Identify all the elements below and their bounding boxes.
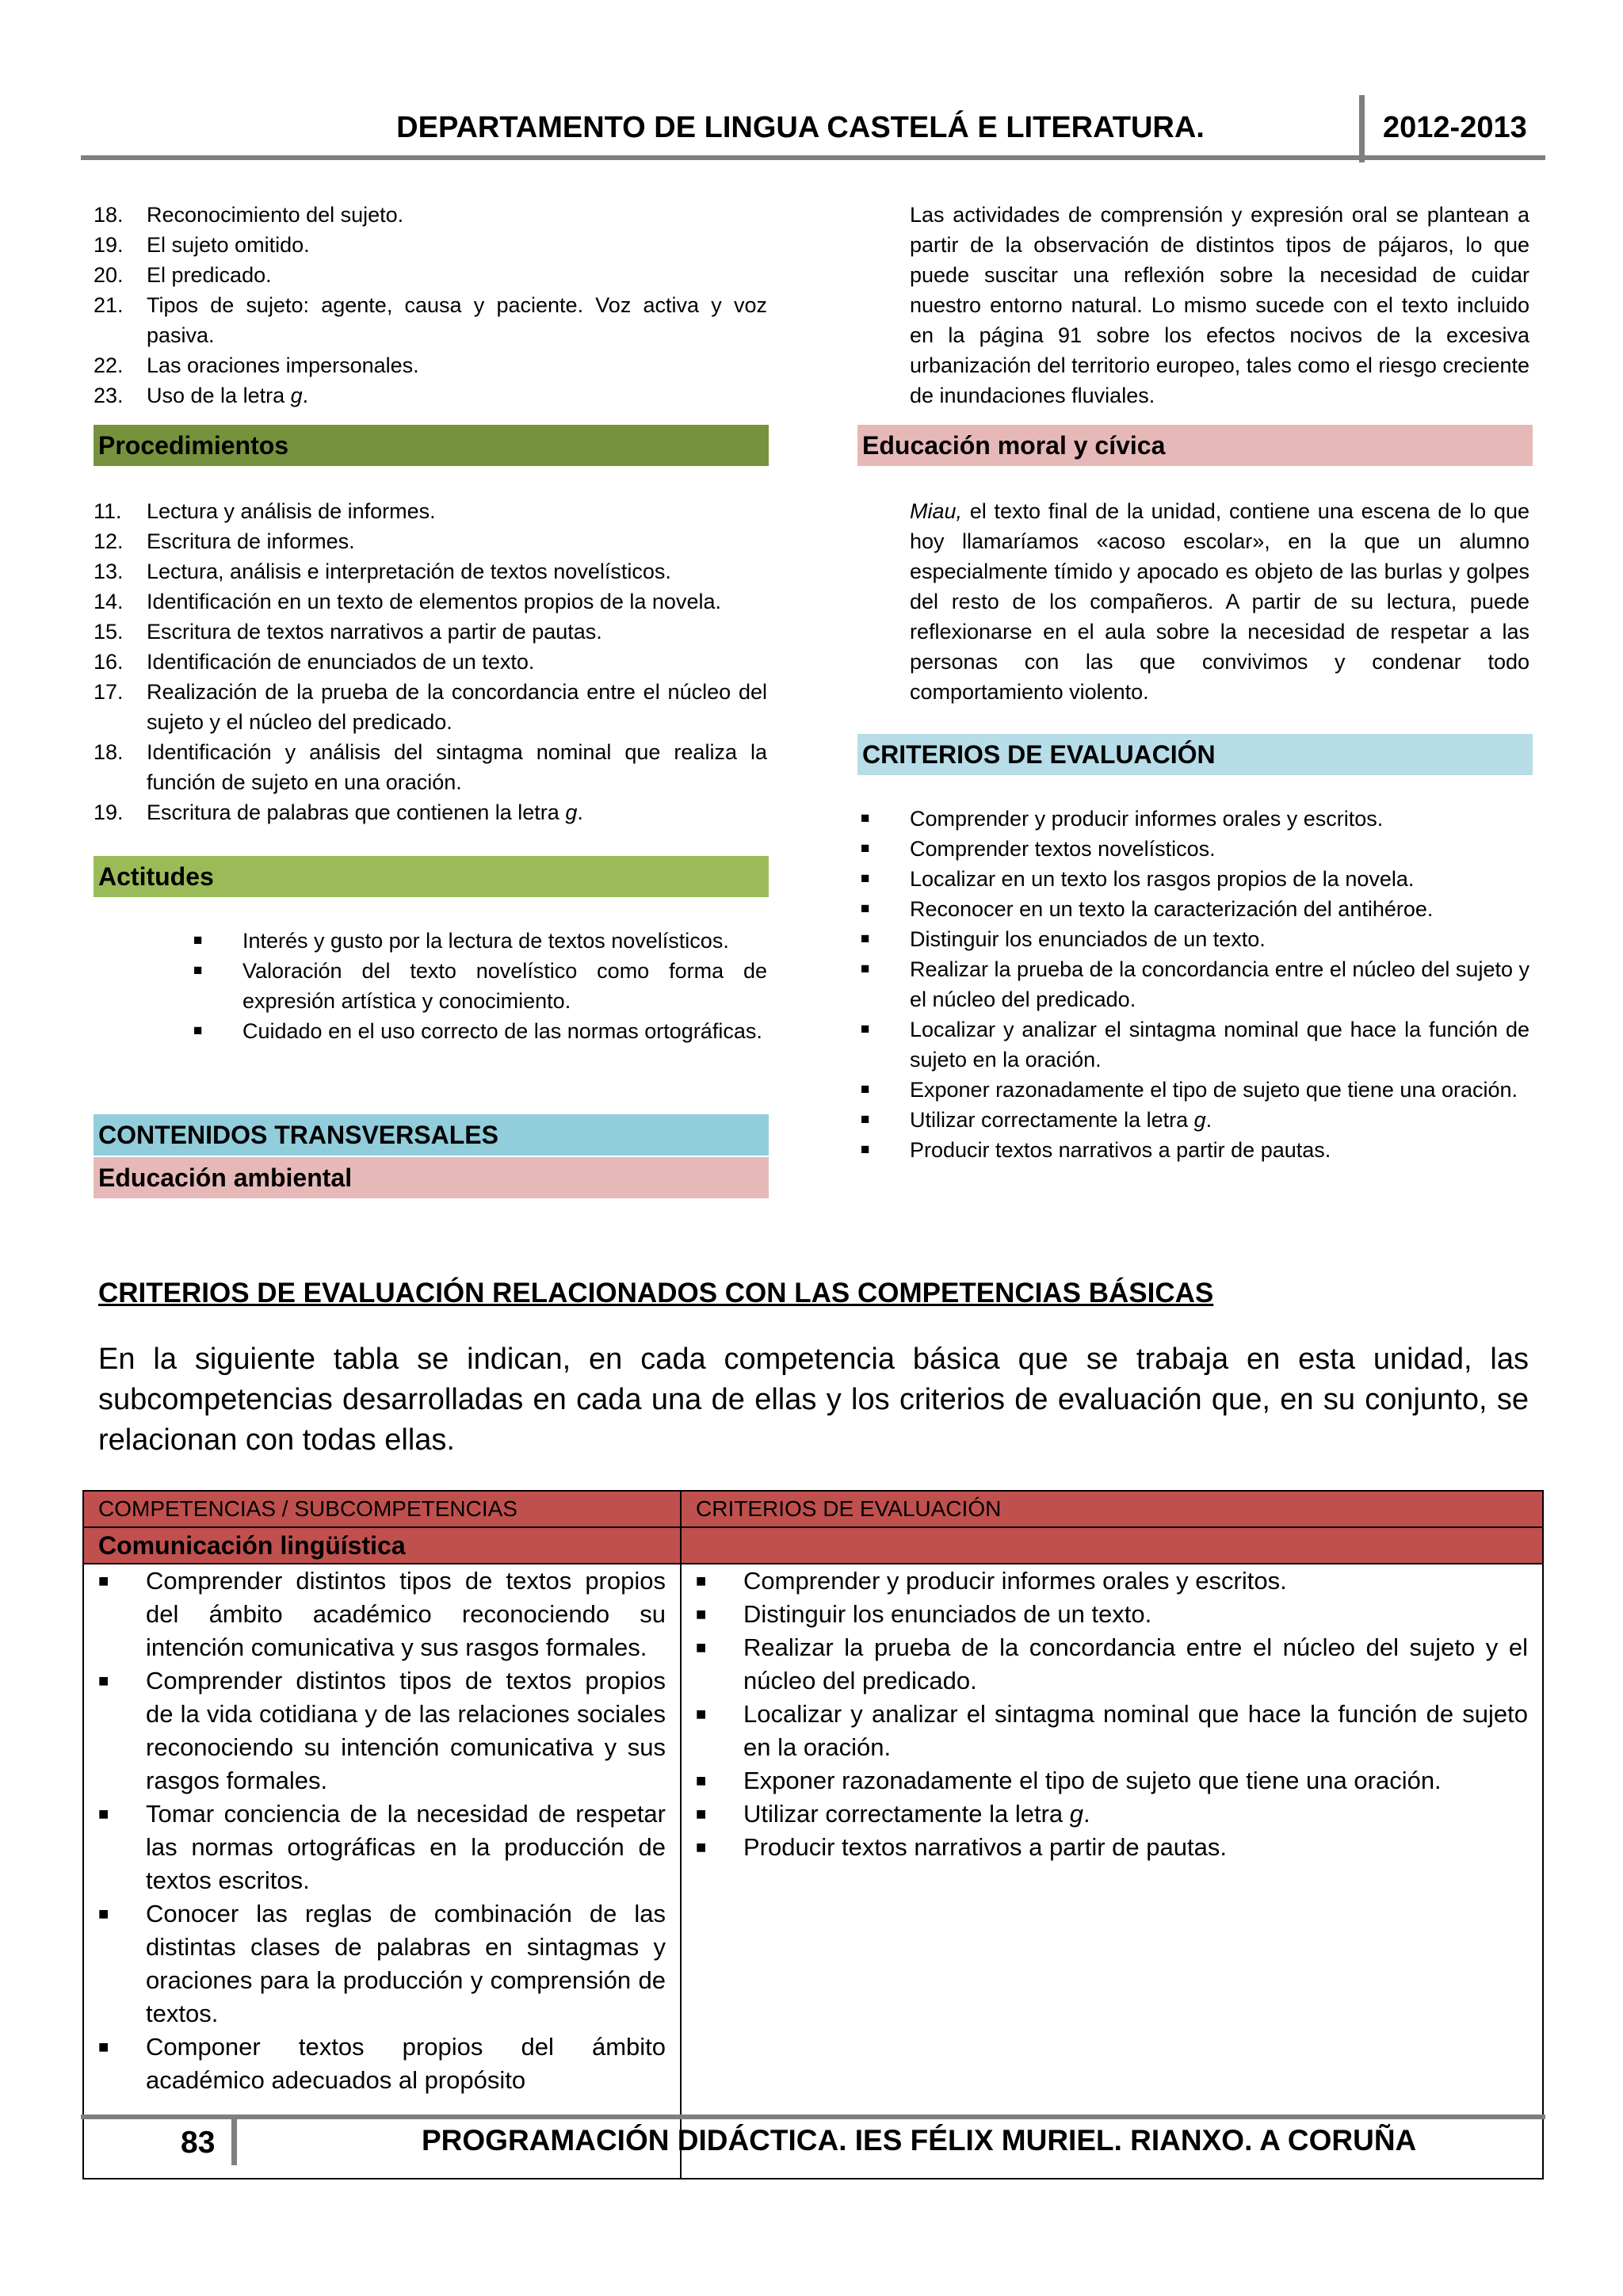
list-item: 12. Escritura de informes. (94, 529, 355, 553)
section-heading: CRITERIOS DE EVALUACIÓN RELACIONADOS CON LAS COMPETENCIAS BÁSICAS (98, 1278, 1214, 1308)
moral-paragraph: Miau, el texto final de la unidad, contiene una escena de lo que hoy llamaríamos «acoso escolar», en la que un alumno especialmente tímido y apocado es objeto de las burlas y golpes del resto de los compañeros. A partir de su lectura, puede reflexionarse en el aula sobre la necesidad de respetar a las personas con las que convivimos y condenar todo comportamiento violento. (910, 499, 1529, 704)
page-number: 83 (181, 2126, 216, 2160)
list-item: ■ Producir textos narrativos a partir de pautas. (696, 1833, 1227, 1861)
list-item: ■ Valoración del texto novelístico como forma de expresión artística y conocimiento. (193, 959, 767, 1013)
list-item: ■ Utilizar correctamente la letra g. (696, 1800, 1090, 1828)
list-item: ■ Comprender y producir informes orales y escritos. (861, 807, 1384, 831)
list-item: ■ Utilizar correctamente la letra g. (861, 1108, 1212, 1132)
footer-text: PROGRAMACIÓN DIDÁCTICA. IES FÉLIX MURIEL. RIANXO. A CORUÑA (422, 2124, 1417, 2157)
actitudes-list (193, 926, 767, 1046)
list-item: 18. Identificación y análisis del sintagma nominal que realiza la función de sujeto en una oración. (94, 740, 767, 794)
list-item: 19. Escritura de palabras que contienen la letra g. (94, 800, 583, 824)
list-item: ■ Exponer razonadamente el tipo de sujeto que tiene una oración. (696, 1767, 1442, 1794)
header-rule (81, 155, 1545, 160)
list-item: ■ Distinguir los enunciados de un texto. (861, 927, 1266, 951)
list-item: ■ Producir textos narrativos a partir de pautas. (861, 1138, 1331, 1162)
list-item: 21. Tipos de sujeto: agente, causa y paciente. Voz activa y voz pasiva. (94, 293, 767, 347)
list-item: 18. Reconocimiento del sujeto. (94, 203, 404, 227)
group-title: Comunicación lingüística (83, 1527, 681, 1564)
criterios-list (861, 804, 1529, 1165)
list-item: 16. Identificación de enunciados de un texto. (94, 650, 535, 674)
actitudes-heading: Actitudes (94, 856, 769, 897)
criterios-cell (681, 1564, 1543, 2179)
footer-rule (81, 2115, 1545, 2119)
list-item: 22. Las oraciones impersonales. (94, 353, 419, 377)
header-divider (1359, 95, 1365, 162)
header-year: 2012-2013 (1383, 111, 1527, 144)
list-item: ■ Localizar y analizar el sintagma nominal que hace la función de sujeto en la oración. (696, 1700, 1528, 1761)
list-item: ■ Localizar y analizar el sintagma nominal que hace la función de sujeto en la oración. (861, 1018, 1529, 1072)
list-item: ■ Conocer las reglas de combinación de las distintas clases de palabras en sintagmas y oraciones para la producción y comprensión de textos. (98, 1900, 666, 2027)
group-empty-cell (681, 1527, 1543, 1564)
criterios-heading: CRITERIOS DE EVALUACIÓN (857, 734, 1533, 775)
list-item: ■ Realizar la prueba de la concordancia entre el núcleo del sujeto y el núcleo del predicado. (696, 1633, 1528, 1694)
ambiental-heading: Educación ambiental (94, 1157, 769, 1198)
list-item: 11. Lectura y análisis de informes. (94, 499, 436, 523)
col-header-criterios: CRITERIOS DE EVALUACIÓN (681, 1491, 1543, 1527)
section-intro: En la siguiente tabla se indican, en cada competencia básica que se trabaja en esta unidad, las subcompetencias desarrolladas en cada una de ellas y los criterios de evaluación que, en su conjunto, se relacionan con todas ellas. (98, 1343, 1529, 1457)
list-item: 19. El sujeto omitido. (94, 233, 310, 257)
col-header-competencias: COMPETENCIAS / SUBCOMPETENCIAS (83, 1491, 681, 1527)
moral-heading: Educación moral y cívica (857, 425, 1533, 466)
list-item: ■ Componer textos propios del ámbito académico adecuados al propósito (98, 2033, 666, 2094)
list-item: ■ Comprender textos novelísticos. (861, 837, 1216, 861)
list-item: ■ Comprender distintos tipos de textos propios del ámbito académico reconociendo su intención comunicativa y sus rasgos formales. (98, 1567, 666, 1661)
procedimientos-list (94, 496, 767, 827)
list-item: ■ Exponer razonadamente el tipo de sujeto que tiene una oración. (861, 1078, 1518, 1102)
list-item: 13. Lectura, análisis e interpretación de textos novelísticos. (94, 560, 671, 583)
book-title: Miau, (910, 499, 963, 523)
list-item: 23. Uso de la letra g. (94, 384, 309, 407)
list-item: ■ Distinguir los enunciados de un texto. (696, 1600, 1152, 1628)
list-item: 17. Realización de la prueba de la concordancia entre el núcleo del sujeto y el núcleo del predicado. (94, 680, 767, 734)
procedimientos-heading: Procedimientos (94, 425, 769, 466)
list-item: ■ Comprender y producir informes orales y escritos. (696, 1567, 1287, 1595)
footer-divider (231, 2116, 237, 2165)
competencias-table (82, 1490, 1544, 2179)
header-title: DEPARTAMENTO DE LINGUA CASTELÁ E LITERATURA. (396, 111, 1205, 144)
conceptos-list (94, 200, 767, 411)
list-item: 14. Identificación en un texto de elementos propios de la novela. (94, 590, 721, 613)
table-group-row (83, 1527, 1543, 1564)
list-item: 15. Escritura de textos narrativos a partir de pautas. (94, 620, 602, 644)
ambiental-paragraph: Las actividades de comprensión y expresión oral se plantean a partir de la observación de distintos tipos de pájaros, lo que puede suscitar una reflexión sobre la necesidad de cuidar nuestro entorno natural. Lo mismo sucede con el texto incluido en la página 91 sobre los efectos nocivos de la excesiva urbanización del territorio europeo, tales como el riesgo creciente de inundaciones fluviales. (910, 203, 1529, 407)
subcompetencias-cell (83, 1564, 681, 2179)
list-item: ■ Realizar la prueba de la concordancia entre el núcleo del sujeto y el núcleo del predicado. (861, 957, 1529, 1011)
list-item: ■ Reconocer en un texto la caracterización del antihéroe. (861, 897, 1434, 921)
list-item: ■ Localizar en un texto los rasgos propios de la novela. (861, 867, 1415, 891)
table-row (83, 1564, 1543, 2179)
list-item: 20. El predicado. (94, 263, 272, 287)
table-header-row (83, 1491, 1543, 1527)
list-item: ■ Tomar conciencia de la necesidad de respetar las normas ortográficas en la producción de textos escritos. (98, 1800, 666, 1894)
list-item: ■ Interés y gusto por la lectura de textos novelísticos. (193, 929, 729, 953)
list-item: ■ Cuidado en el uso correcto de las normas ortográficas. (193, 1019, 762, 1043)
transversales-heading: CONTENIDOS TRANSVERSALES (94, 1114, 769, 1156)
list-item: ■ Comprender distintos tipos de textos propios de la vida cotidiana y de las relaciones sociales reconociendo su intención comunicativa y sus rasgos formales. (98, 1667, 666, 1794)
